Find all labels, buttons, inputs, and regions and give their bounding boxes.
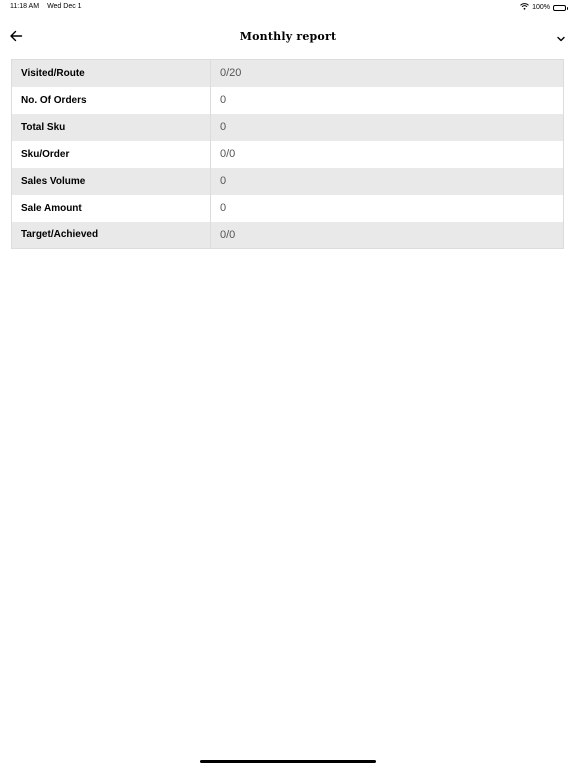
row-value: 0/0 bbox=[220, 148, 236, 160]
row-label: Sku/Order bbox=[12, 141, 211, 168]
battery-icon bbox=[553, 5, 566, 11]
row-label: Total Sku bbox=[12, 114, 211, 141]
row-label: Sale Amount bbox=[12, 195, 211, 222]
report-table bbox=[11, 59, 564, 249]
report-row bbox=[12, 195, 564, 222]
wifi-icon bbox=[520, 3, 529, 12]
row-label: No. Of Orders bbox=[12, 87, 211, 114]
report-row bbox=[12, 114, 564, 141]
status-right bbox=[520, 3, 566, 12]
row-label: Sales Volume bbox=[12, 168, 211, 195]
report-row bbox=[12, 60, 564, 87]
row-label: Target/Achieved bbox=[12, 222, 211, 249]
home-indicator[interactable] bbox=[200, 760, 376, 763]
row-value: 0/20 bbox=[220, 67, 242, 80]
report-row bbox=[12, 168, 564, 195]
row-label: Visited/Route bbox=[12, 60, 211, 87]
status-left bbox=[10, 3, 82, 10]
row-value: 0 bbox=[220, 202, 227, 214]
status-date: Wed Dec 1 bbox=[47, 3, 82, 10]
nav-bar bbox=[0, 22, 576, 50]
status-time: 11:18 AM bbox=[10, 3, 40, 10]
row-value: 0 bbox=[220, 121, 227, 133]
chevron-down-icon bbox=[556, 34, 566, 44]
row-value: 0 bbox=[220, 175, 227, 187]
dropdown-button[interactable] bbox=[556, 31, 566, 41]
row-value: 0 bbox=[220, 94, 227, 106]
report-row bbox=[12, 141, 564, 168]
row-value: 0/0 bbox=[220, 228, 236, 241]
battery-percent: 100% bbox=[532, 4, 550, 11]
status-bar bbox=[0, 0, 576, 14]
page-title: Monthly report bbox=[239, 30, 337, 43]
report-row bbox=[12, 87, 564, 114]
report-body bbox=[12, 60, 564, 249]
report-row bbox=[12, 222, 564, 249]
